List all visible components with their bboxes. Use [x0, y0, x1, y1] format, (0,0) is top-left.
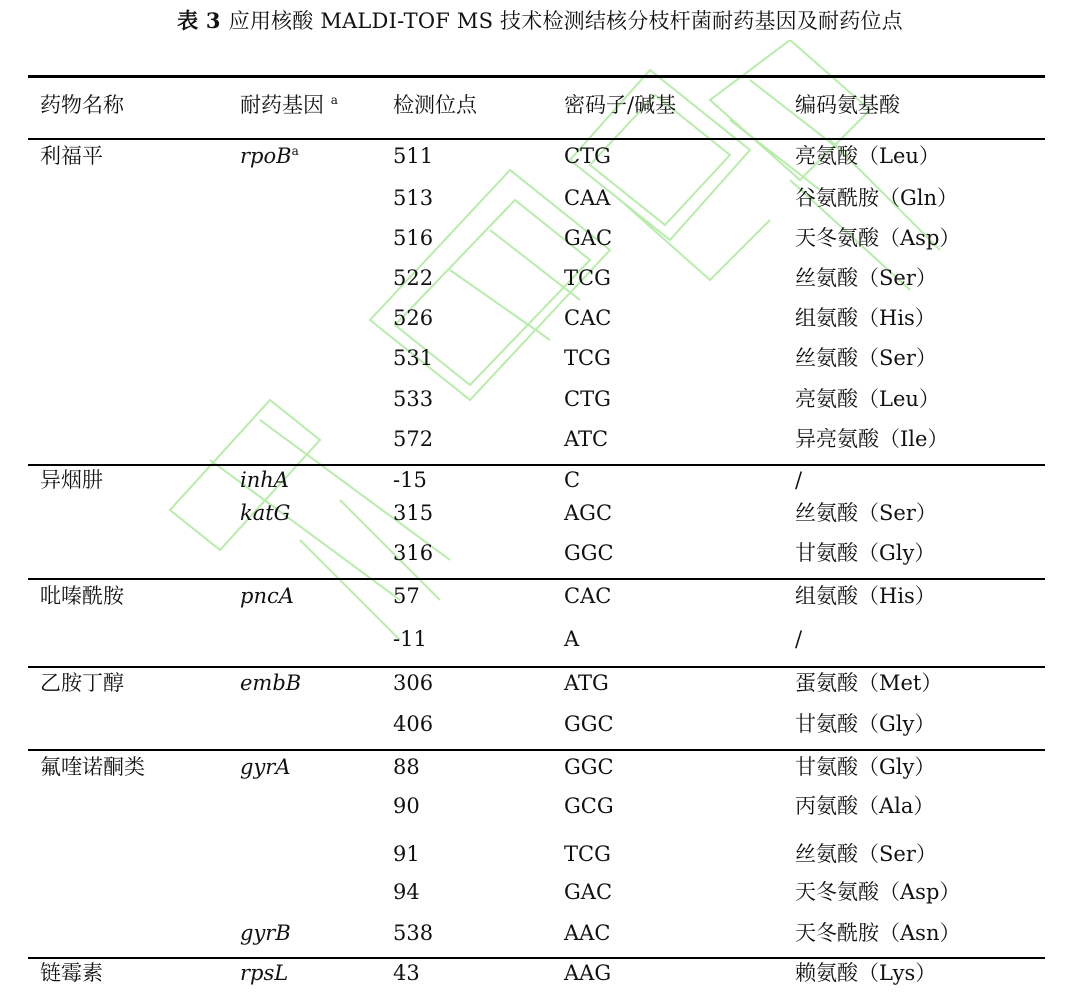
cell-gene [240, 467, 289, 493]
header-gene-sup: a [330, 93, 338, 107]
cell-amino-acid: 亮氨酸（Leu） [795, 387, 940, 411]
cell-gene [240, 960, 288, 986]
cell-drug: 异烟肼 [40, 468, 103, 492]
cell-amino-acid: / [795, 468, 803, 492]
group-separator-rule [28, 666, 1045, 668]
cell-amino-acid: 亮氨酸（Leu） [795, 144, 940, 168]
cell-amino-acid: 甘氨酸（Gly） [795, 541, 936, 565]
header-gene-label: 耐药基因 [240, 93, 324, 117]
cell-amino-acid: 天冬氨酸（Asp） [795, 226, 961, 250]
cell-position: 43 [393, 961, 420, 985]
cell-codon: CAA [564, 186, 611, 210]
cell-gene-sup: a [291, 144, 299, 158]
cell-codon: AGC [564, 501, 613, 525]
cell-position: 90 [393, 794, 420, 818]
group-separator-rule [28, 957, 1045, 959]
cell-gene-name: gyrA [240, 755, 291, 779]
cell-drug: 利福平 [40, 144, 103, 168]
cell-codon: A [564, 627, 580, 651]
group-separator-rule [28, 464, 1045, 466]
cell-codon: GAC [564, 880, 613, 904]
cell-codon: GCG [564, 794, 614, 818]
cell-amino-acid: 丙氨酸（Ala） [795, 794, 935, 818]
cell-gene-name: rpoB [240, 144, 292, 168]
cell-drug: 乙胺丁醇 [40, 671, 124, 695]
header-amino-acid: 编码氨基酸 [795, 93, 900, 117]
table-number: 表 3 [177, 8, 221, 33]
table-caption [0, 6, 1080, 36]
cell-amino-acid: 天冬氨酸（Asp） [795, 880, 961, 904]
cell-codon: TCG [564, 266, 611, 290]
cell-position: 572 [393, 427, 434, 451]
cell-position: 511 [393, 144, 434, 168]
cell-amino-acid: 赖氨酸（Lys） [795, 961, 937, 985]
cell-amino-acid: 天冬酰胺（Asn） [795, 921, 961, 945]
cell-codon: CAC [564, 584, 612, 608]
cell-amino-acid: 丝氨酸（Ser） [795, 501, 937, 525]
cell-codon: GGC [564, 755, 614, 779]
cell-codon: AAG [564, 961, 612, 985]
cell-codon: C [564, 468, 581, 492]
cell-position: 533 [393, 387, 434, 411]
cell-amino-acid: 异亮氨酸（Ile） [795, 427, 949, 451]
cell-gene [240, 143, 299, 169]
cell-amino-acid: 丝氨酸（Ser） [795, 842, 937, 866]
cell-drug: 链霉素 [40, 961, 103, 985]
cell-position: 522 [393, 266, 434, 290]
top-rule [28, 75, 1045, 78]
cell-amino-acid: / [795, 627, 803, 651]
header-rule [28, 138, 1045, 140]
cell-codon: TCG [564, 842, 611, 866]
cell-position: 315 [393, 501, 434, 525]
cell-position: 513 [393, 186, 434, 210]
cell-gene-name: inhA [240, 468, 289, 492]
header-position: 检测位点 [393, 93, 477, 117]
group-separator-rule [28, 578, 1045, 580]
cell-codon: TCG [564, 346, 611, 370]
table-title: 应用核酸 MALDI-TOF MS 技术检测结核分枝杆菌耐药基因及耐药位点 [228, 9, 903, 33]
cell-position: 538 [393, 921, 434, 945]
cell-gene-name: embB [240, 671, 302, 695]
cell-amino-acid: 谷氨酰胺（Gln） [795, 186, 959, 210]
cell-position: 316 [393, 541, 434, 565]
cell-amino-acid: 甘氨酸（Gly） [795, 755, 936, 779]
cell-position: -11 [393, 627, 427, 651]
cell-codon: CTG [564, 387, 611, 411]
cell-position: 516 [393, 226, 434, 250]
cell-codon: CAC [564, 306, 612, 330]
cell-gene [240, 670, 301, 696]
cell-position: 531 [393, 346, 434, 370]
cell-gene [240, 500, 290, 526]
cell-gene-name: katG [240, 501, 291, 525]
cell-codon: AAC [564, 921, 611, 945]
cell-amino-acid: 组氨酸（His） [795, 306, 936, 330]
cell-position: 88 [393, 755, 420, 779]
header-codon: 密码子/碱基 [564, 93, 677, 117]
cell-gene-name: gyrB [240, 921, 291, 945]
cell-amino-acid: 组氨酸（His） [795, 584, 936, 608]
cell-position: 406 [393, 712, 434, 736]
cell-codon: ATC [564, 427, 609, 451]
cell-codon: ATG [564, 671, 609, 695]
header-drug: 药物名称 [40, 93, 124, 117]
cell-position: 57 [393, 584, 420, 608]
cell-gene-name: pncA [240, 584, 294, 608]
cell-amino-acid: 丝氨酸（Ser） [795, 266, 937, 290]
cell-position: 526 [393, 306, 434, 330]
cell-drug: 氟喹诺酮类 [40, 755, 145, 779]
header-gene [240, 92, 338, 118]
cell-codon: CTG [564, 144, 611, 168]
cell-gene [240, 754, 291, 780]
cell-gene [240, 920, 291, 946]
cell-codon: GGC [564, 712, 614, 736]
group-separator-rule [28, 749, 1045, 751]
cell-amino-acid: 丝氨酸（Ser） [795, 346, 937, 370]
cell-amino-acid: 甘氨酸（Gly） [795, 712, 936, 736]
cell-position: -15 [393, 468, 427, 492]
cell-codon: GGC [564, 541, 614, 565]
cell-position: 94 [393, 880, 420, 904]
cell-gene [240, 583, 294, 609]
cell-position: 306 [393, 671, 434, 695]
cell-position: 91 [393, 842, 420, 866]
cell-amino-acid: 蛋氨酸（Met） [795, 671, 943, 695]
cell-codon: GAC [564, 226, 613, 250]
cell-drug: 吡嗪酰胺 [40, 584, 124, 608]
cell-gene-name: rpsL [240, 961, 289, 985]
